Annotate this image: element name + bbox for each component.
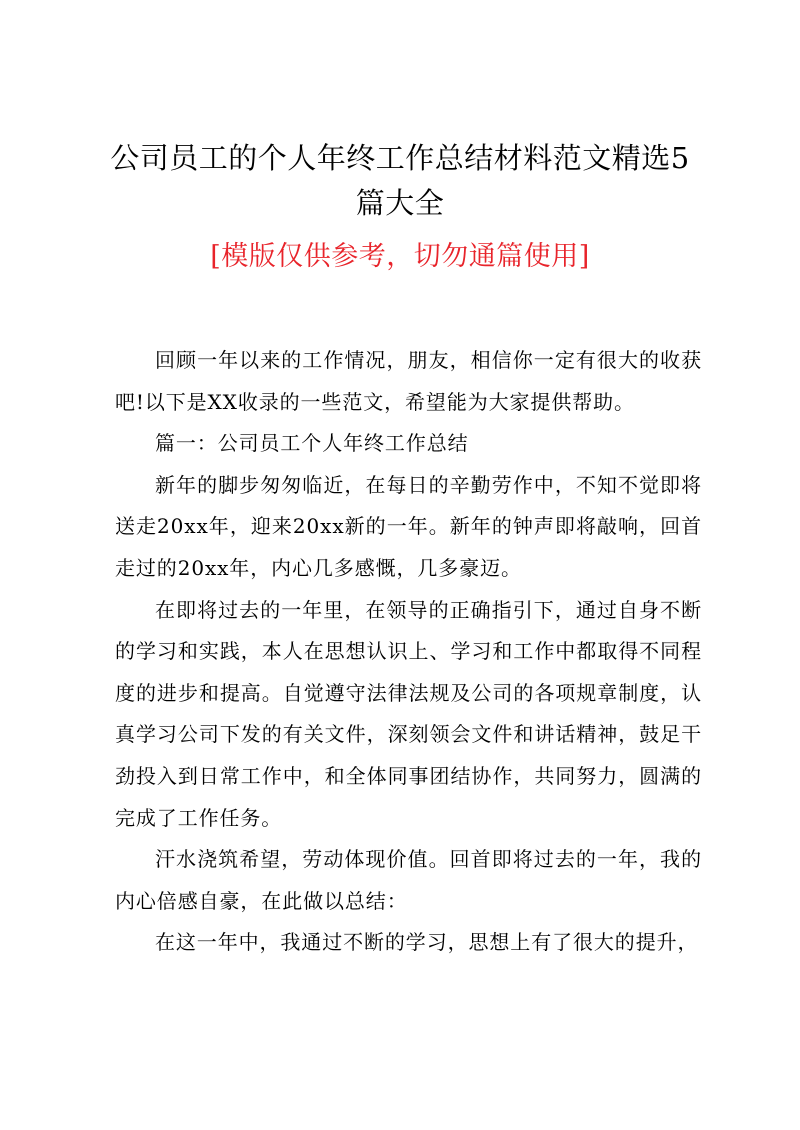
title-line-2: 篇大全 (355, 186, 445, 220)
title-line-1: 公司员工的个人年终工作总结材料范文精选5 (110, 141, 690, 175)
document-body (115, 340, 702, 964)
paragraph-intro: 回顾一年以来的工作情况，朋友，相信你一定有很大的收获吧!以下是XX收录的一些范文，希望能为大家提供帮助。 (115, 348, 702, 414)
paragraph: 新年的脚步匆匆临近，在每日的辛勤劳作中，不知不觉即将送走20xx年，迎来20xx新的一年。新年的钟声即将敲响，回首走过的20xx年，内心几多感慨，几多豪迈。 (115, 472, 702, 580)
section-heading: 篇一：公司员工个人年终工作总结 (155, 431, 469, 456)
document-title (90, 136, 710, 226)
paragraph: 在这一年中，我通过不断的学习，思想上有了很大的提升， (155, 930, 699, 955)
template-notice: [模版仅供参考，切勿通篇使用] (210, 241, 590, 272)
paragraph: 在即将过去的一年里，在领导的正确指引下，通过自身不断的学习和实践，本人在思想认识上、学习和工作中都取得不同程度的进步和提高。自觉遵守法律法规及公司的各项规章制度，认真学习公司下发的有关文件，深刻领会文件和讲话精神，鼓足干劲投入到日常工作中，和全体同事团结协作，共同努力，圆满的完成了工作任务。 (115, 597, 702, 830)
paragraph: 汗水浇筑希望，劳动体现价值。回首即将过去的一年，我的内心倍感自豪，在此做以总结： (115, 847, 702, 913)
